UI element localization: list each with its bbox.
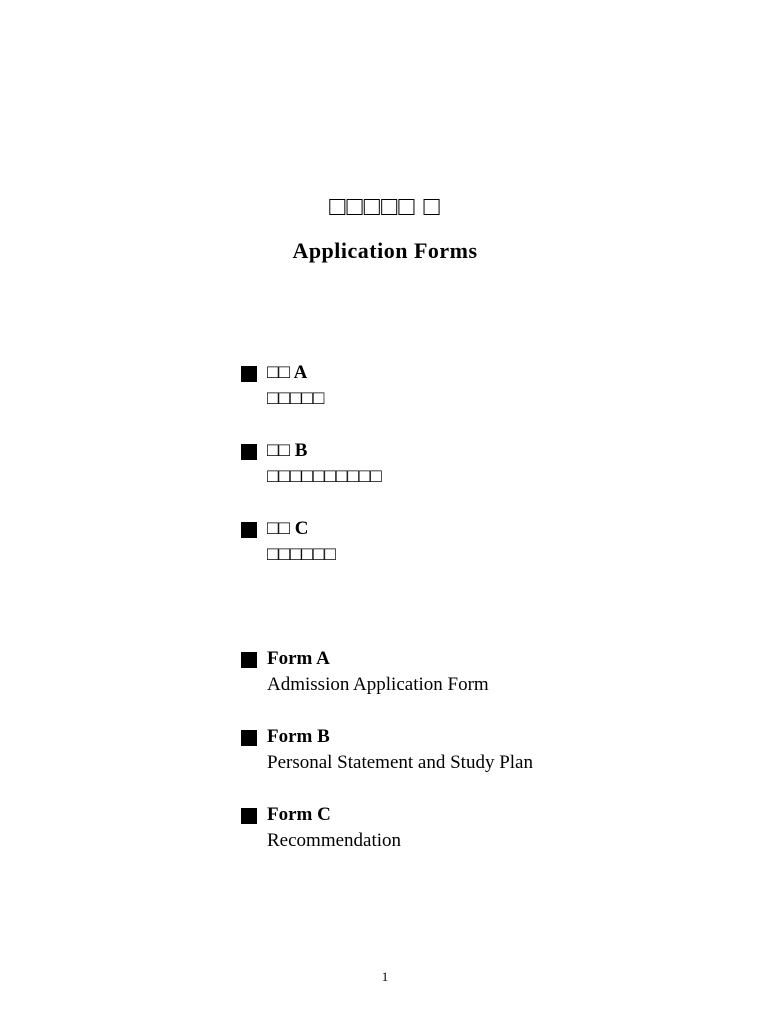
form-list-english: [240, 646, 533, 880]
black-square-icon: [241, 444, 257, 460]
form-item-japanese-b: [240, 438, 382, 516]
form-description: Recommendation: [267, 830, 402, 851]
page-title-japanese: □□□□□ □: [329, 191, 441, 221]
form-description: □□□□□□□□□□: [267, 466, 382, 487]
form-item-english-c: [240, 802, 533, 880]
form-item-japanese-c: [240, 516, 382, 594]
form-item-japanese-a: [240, 360, 382, 438]
black-square-icon: [241, 652, 257, 668]
form-description: Admission Application Form: [267, 674, 489, 695]
page-number: 1: [381, 969, 389, 984]
form-label: □□ C: [267, 518, 309, 539]
form-description: Personal Statement and Study Plan: [267, 752, 533, 773]
form-description: □□□□□: [267, 388, 325, 409]
page-title-english: Application Forms: [292, 238, 478, 263]
black-square-icon: [241, 730, 257, 746]
form-label: Form B: [267, 726, 330, 747]
form-description: □□□□□□: [267, 544, 336, 565]
form-label: □□ B: [267, 440, 308, 461]
black-square-icon: [241, 808, 257, 824]
form-item-english-a: [240, 646, 533, 724]
form-label: Form A: [267, 648, 330, 669]
form-label: □□ A: [267, 362, 308, 383]
black-square-icon: [241, 522, 257, 538]
form-list-japanese: [240, 360, 382, 594]
black-square-icon: [241, 366, 257, 382]
form-item-english-b: [240, 724, 533, 802]
form-label: Form C: [267, 804, 331, 825]
